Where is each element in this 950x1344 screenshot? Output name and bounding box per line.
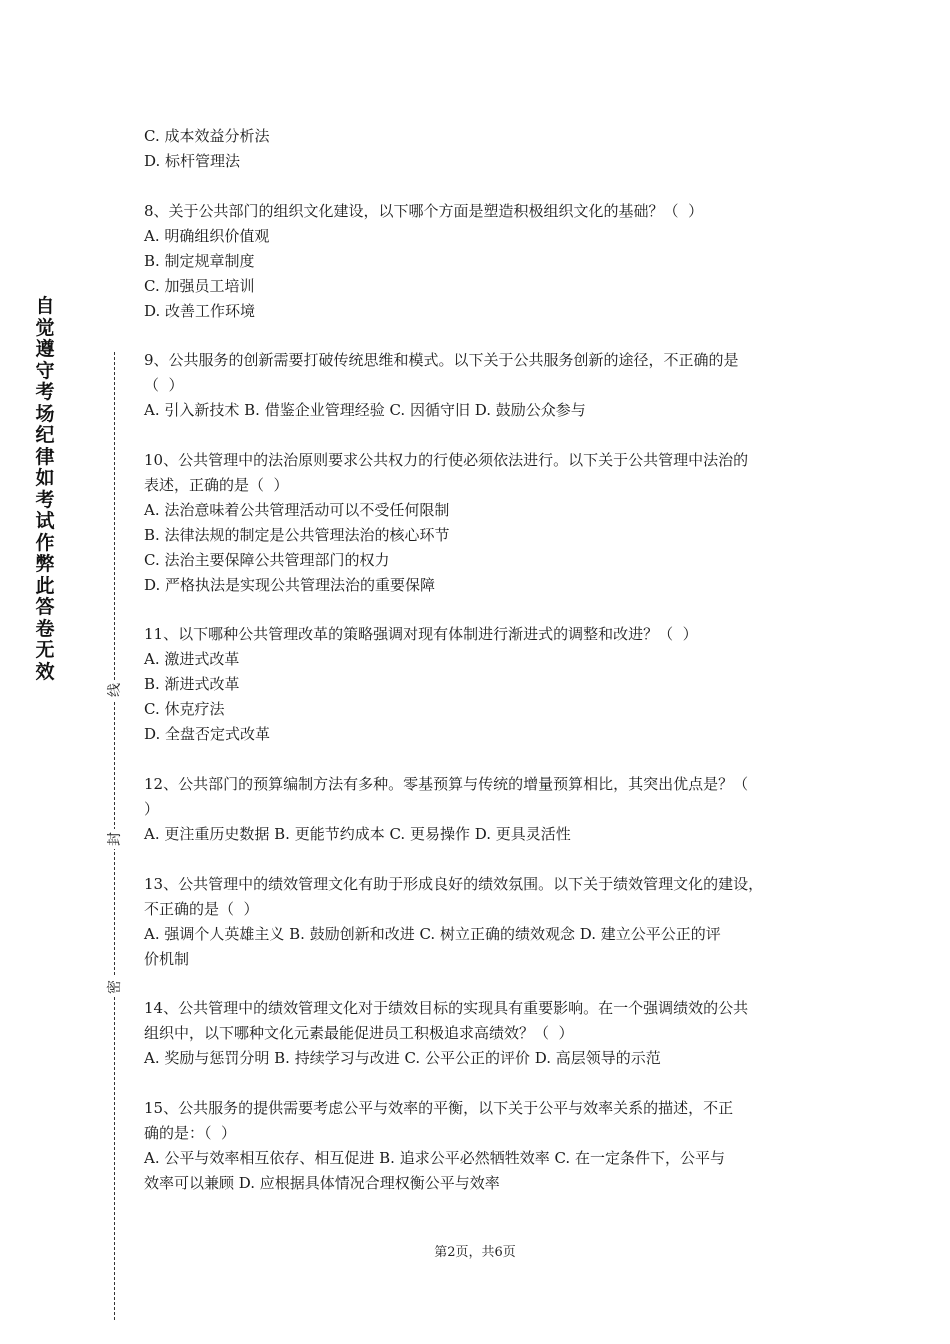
question-stem: ）	[144, 799, 160, 818]
option-line: C. 休克疗法	[144, 700, 225, 719]
option-line: C. 加强员工培训	[144, 276, 255, 295]
option-line: B. 法律法规的制定是公共管理法治的核心环节	[144, 525, 450, 544]
question-list	[144, 124, 816, 1196]
question-block-10	[144, 448, 816, 598]
option-line: A. 更注重历史数据 B. 更能节约成本 C. 更易操作 D. 更具灵活性	[144, 824, 571, 843]
question-stem: 组织中，以下哪种文化元素最能促进员工积极追求高绩效？（ ）	[144, 1024, 574, 1043]
option-line: D. 严格执法是实现公共管理法治的重要保障	[144, 575, 436, 594]
exam-discipline-notice: 自觉遵守考场纪律如考试作弊此答卷无效	[35, 295, 55, 683]
question-stem: 14、公共管理中的绩效管理文化对于绩效目标的实现具有重要影响。在一个强调绩效的公共	[144, 999, 749, 1018]
binding-label-line: 线	[104, 680, 126, 700]
option-line: A. 奖励与惩罚分明 B. 持续学习与改进 C. 公平公正的评价 D. 高层领导的示范	[144, 1049, 661, 1068]
option-line: D. 标杆管理法	[144, 152, 241, 170]
option-line: A. 强调个人英雄主义 B. 鼓励创新和改进 C. 树立正确的绩效观念 D. 建立公平公正的评	[144, 924, 721, 943]
question-stem: 表述，正确的是（ ）	[144, 475, 289, 494]
question-stem: 15、公共服务的提供需要考虑公平与效率的平衡，以下关于公平与效率关系的描述，不正	[144, 1098, 734, 1117]
binding-label-secret: 密	[104, 977, 126, 997]
question-stem: 确的是：（ ）	[144, 1123, 237, 1142]
question-stem: 不正确的是（ ）	[144, 899, 259, 918]
question-stem: 9、公共服务的创新需要打破传统思维和模式。以下关于公共服务创新的途径，不正确的是	[144, 351, 739, 370]
option-line: D. 全盘否定式改革	[144, 725, 271, 744]
option-line: A. 法治意味着公共管理活动可以不受任何限制	[144, 500, 450, 519]
option-line: D. 改善工作环境	[144, 301, 256, 320]
option-line: C. 法治主要保障公共管理部门的权力	[144, 550, 390, 569]
binding-label-seal: 封	[104, 829, 126, 849]
question-block-12	[144, 772, 816, 847]
option-line: A. 明确组织价值观	[144, 226, 270, 245]
question-stem: 13、公共管理中的绩效管理文化有助于形成良好的绩效氛围。以下关于绩效管理文化的建设，	[144, 874, 764, 893]
question-stem: 12、公共部门的预算编制方法有多种。零基预算与传统的增量预算相比，其突出优点是？（	[144, 774, 749, 793]
question-block-11	[144, 622, 816, 747]
question-block-15	[144, 1096, 816, 1196]
question-block-8	[144, 199, 816, 324]
option-line: B. 制定规章制度	[144, 251, 255, 270]
question-stem: （ ）	[144, 376, 184, 395]
question-stem: 10、公共管理中的法治原则要求公共权力的行使必须依法进行。以下关于公共管理中法治的	[144, 450, 749, 469]
option-line: B. 渐进式改革	[144, 675, 240, 694]
option-line: 价机制	[144, 949, 190, 968]
option-line: A. 引入新技术 B. 借鉴企业管理经验 C. 因循守旧 D. 鼓励公众参与	[144, 401, 586, 420]
option-line: C. 成本效益分析法	[144, 127, 270, 145]
option-line: 效率可以兼顾 D. 应根据具体情况合理权衡公平与效率	[144, 1173, 500, 1192]
question-block-13	[144, 872, 816, 972]
question-stem: 8、关于公共部门的组织文化建设，以下哪个方面是塑造积极组织文化的基础？（ ）	[144, 201, 704, 220]
question-block-14	[144, 996, 816, 1071]
question-stem: 11、以下哪种公共管理改革的策略强调对现有体制进行渐进式的调整和改进？（ ）	[144, 625, 698, 644]
page-number-footer: 第2页，共6页	[434, 1245, 516, 1260]
question-block-9	[144, 348, 816, 423]
option-line: A. 公平与效率相互依存、相互促进 B. 追求公平必然牺牲效率 C. 在一定条件下，公平与	[144, 1148, 725, 1167]
option-line: A. 激进式改革	[144, 650, 240, 669]
question-block-7-tail	[144, 124, 816, 174]
